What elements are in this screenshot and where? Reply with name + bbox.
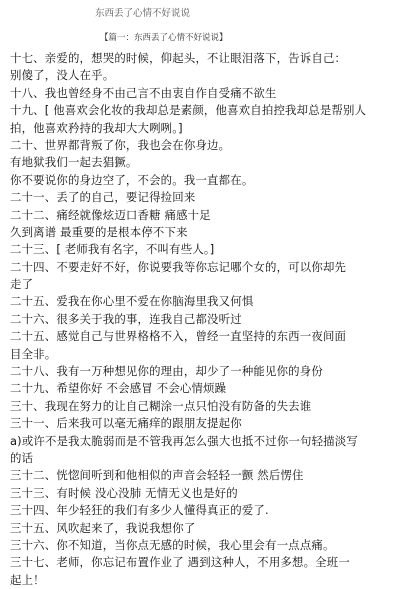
text-line: 久到离谱 最重要的是根本停不下来 — [10, 224, 188, 239]
text-line: 三十二、恍惚间听到和他相似的声音会轻轻一颤 然后愣住 — [10, 468, 304, 483]
text-line: 拍，他喜欢矜持的我却大大咧咧。] — [10, 120, 183, 135]
text-line: 三十一、后来我可以毫无痛痒的跟朋友提起你 — [10, 416, 242, 431]
text-line: 三十六、你不知道，当你点无感的时候，我心里会有一点点痛。 — [10, 537, 335, 552]
text-line: 二十三、[ 老师我有名字，不叫有些人。] — [10, 242, 215, 257]
text-line: 二十五、爱我在你心里不爱在你脑海里我又何惧 — [10, 294, 254, 309]
text-line: 三十五、风吹起来了，我说我想你了 — [10, 520, 196, 535]
text-line: 二十八、我有一万种想见你的理由，却少了一种能见你的身份 — [10, 364, 323, 379]
text-line: 你不要说你的身边空了，不会的。我一直都在。 — [10, 172, 254, 187]
text-line: 的话 — [10, 450, 34, 465]
text-line: 别傻了，没人在乎。 — [10, 68, 115, 83]
text-line: 十九、[ 他喜欢会化妆的我却总是素颜，他喜欢自拍控我却总是帮别人 — [10, 103, 367, 118]
text-line: a)或许不是我太脆弱而是不管我再怎么强大也抵不过你一句轻描淡写 — [10, 433, 358, 448]
text-line: 起上！ — [10, 572, 45, 587]
text-line: 三十、我现在努力的让自己糊涂一点只怕没有防备的失去谁 — [10, 398, 312, 413]
text-line: 二十九、希望你好 不会感冒 不会心情烦躁 — [10, 381, 227, 396]
text-line: 二十、世界都背叛了你，我也会在你身边。 — [10, 137, 231, 152]
text-line: 目全非。 — [10, 346, 57, 361]
text-line: 三十四、年少轻狂的我们有多少人懂得真正的爱了. — [10, 503, 269, 518]
text-line: 有地狱我们一起去猖獗。 — [10, 155, 138, 170]
text-line: 走了 — [10, 277, 34, 292]
text-line: 三十三、有时候 没心没肺 无情无义也是好的 — [10, 485, 238, 500]
text-line: 二十四、不要走好不好，你说要我等你忘记哪个女的，可以你却先 — [10, 259, 347, 274]
text-line: 二十六、很多关于我的事，连我自己都没听过 — [10, 311, 242, 326]
text-line: 二十一、丢了的自己，要记得捡回来 — [10, 190, 196, 205]
text-line: 十八、我也曾经身不由己言不由衷自作自受痛不欲生 — [10, 85, 277, 100]
text-line: 十七、亲爱的，想哭的时候，仰起头，不让眼泪落下，告诉自己： — [10, 51, 347, 65]
section-title: 【篇一：东西丢了心情不好说说】 — [100, 33, 228, 43]
text-line: 二十五、感觉自己与世界格格不入，曾经一直坚持的东西一夜间面 — [10, 329, 347, 344]
text-line: 二十二、痛经就像炫迈口香糖 痛感十足 — [10, 207, 211, 222]
document-body — [10, 50, 394, 589]
text-line: 三十七、老师，你忘记布置作业了 遇到这种人，不用多想。全班一 — [10, 555, 350, 570]
document-title: 东西丢了心情不好说说 — [95, 8, 191, 19]
